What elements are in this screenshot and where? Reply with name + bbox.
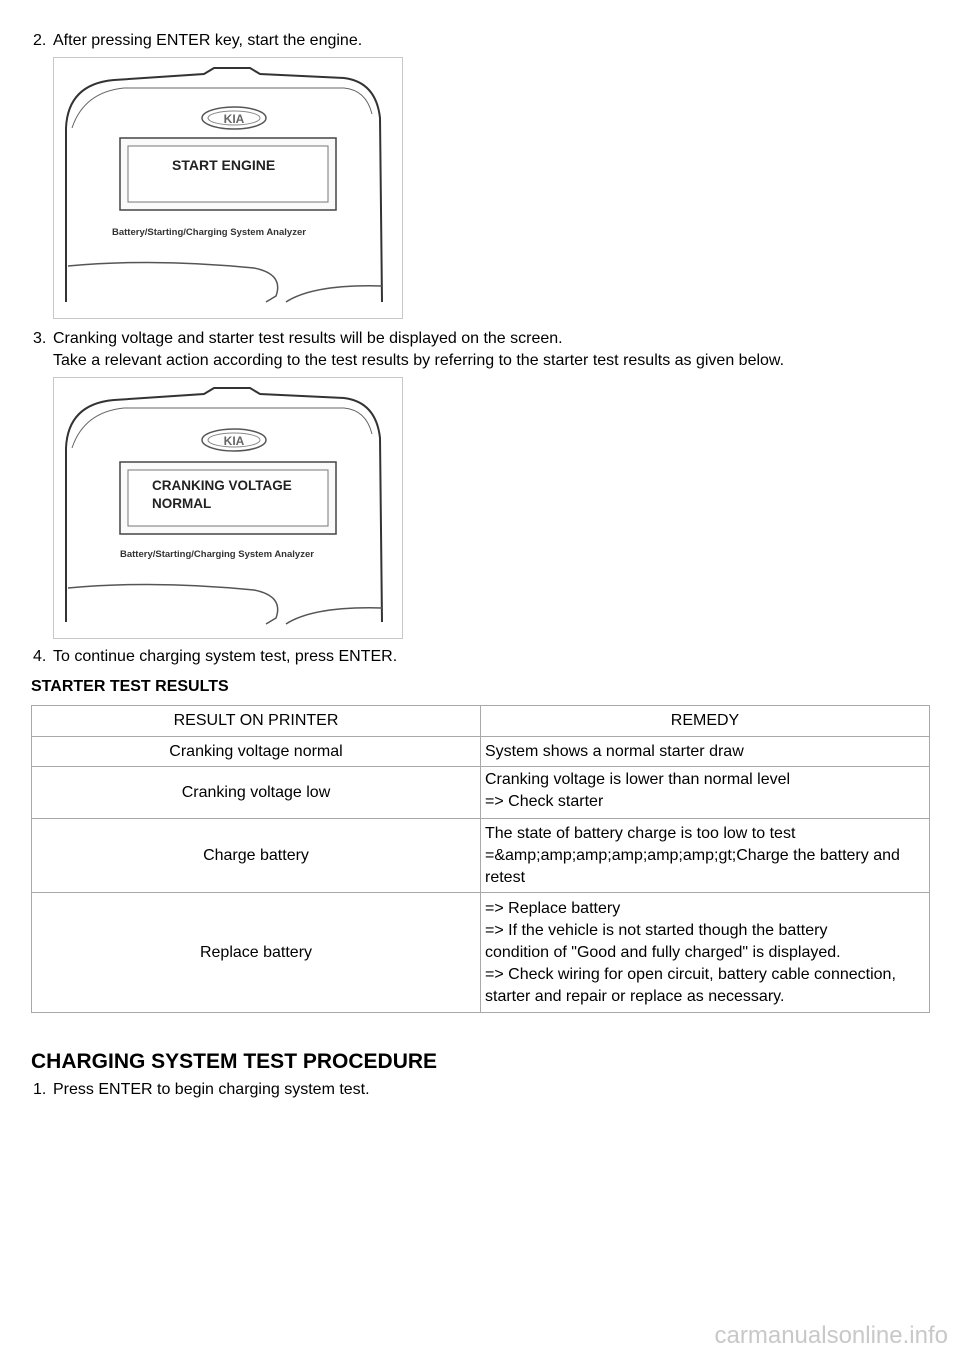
result-cell: Charge battery — [32, 819, 481, 893]
charging-step-1 — [33, 1079, 370, 1101]
analyzer-device-illustration — [54, 378, 402, 638]
starter-test-results-table — [31, 705, 930, 1013]
table-header-row — [32, 706, 930, 737]
remedy-cell — [481, 893, 930, 1013]
remedy-line: => If the vehicle is not started though the battery — [485, 921, 828, 939]
remedy-line: System shows a normal starter draw — [485, 742, 744, 760]
step-text-line1: Cranking voltage and starter test results will be displayed on the screen. — [53, 330, 563, 347]
remedy-line: Cranking voltage is lower than normal level — [485, 771, 791, 788]
remedy-line: condition of "Good and fully charged" is displayed. — [485, 943, 841, 961]
screen-text-line1: CRANKING VOLTAGE — [152, 478, 292, 493]
starter-test-results-heading: STARTER TEST RESULTS — [31, 678, 229, 695]
table-row — [32, 819, 930, 893]
step-number: 4. — [33, 648, 47, 665]
step-number: 2. — [33, 32, 47, 49]
step-2 — [33, 30, 362, 52]
watermark: carmanualsonline.info — [714, 1322, 948, 1349]
step-text: To continue charging system test, press ENTER. — [53, 648, 398, 665]
result-cell: Cranking voltage normal — [32, 737, 481, 767]
kia-logo-text: KIA — [223, 434, 245, 448]
device-caption: Battery/Starting/Charging System Analyzer — [112, 227, 306, 238]
remedy-cell — [481, 767, 930, 819]
remedy-line: => Check wiring for open circuit, battery cable connection, — [485, 965, 896, 983]
analyzer-device-illustration — [54, 58, 402, 318]
table-row — [32, 767, 930, 819]
device-caption: Battery/Starting/Charging System Analyzer — [120, 549, 314, 560]
analyzer-figure-cranking-voltage — [53, 377, 403, 639]
remedy-line: retest — [485, 868, 526, 886]
table-row — [32, 737, 930, 767]
remedy-line: =&amp;amp;amp;amp;amp;amp;gt;Charge the battery and — [485, 846, 900, 864]
step-text: Press ENTER to begin charging system test. — [53, 1081, 370, 1098]
remedy-cell — [481, 819, 930, 893]
remedy-line: => Check starter — [485, 793, 604, 810]
step-number: 1. — [33, 1081, 47, 1098]
charging-system-heading: CHARGING SYSTEM TEST PROCEDURE — [31, 1050, 438, 1073]
remedy-line: => Replace battery — [485, 899, 621, 917]
remedy-line: The state of battery charge is too low to test — [485, 824, 796, 842]
screen-text: START ENGINE — [172, 157, 276, 173]
remedy-cell — [481, 737, 930, 767]
step-number: 3. — [33, 330, 47, 347]
column-header-remedy: REMEDY — [481, 706, 930, 737]
result-cell: Replace battery — [32, 893, 481, 1013]
kia-logo-text: KIA — [223, 112, 245, 126]
remedy-line: starter and repair or replace as necessary. — [485, 987, 785, 1005]
step-text-line2: Take a relevant action according to the test results by referring to the starter test results as given below. — [53, 352, 785, 369]
step-3 — [33, 328, 784, 372]
table-row — [32, 893, 930, 1013]
result-cell: Cranking voltage low — [32, 767, 481, 819]
analyzer-figure-start-engine — [53, 57, 403, 319]
step-text: After pressing ENTER key, start the engine. — [53, 32, 363, 49]
step-4 — [33, 646, 397, 668]
column-header-result: RESULT ON PRINTER — [32, 706, 481, 737]
screen-text-line2: NORMAL — [152, 496, 212, 511]
